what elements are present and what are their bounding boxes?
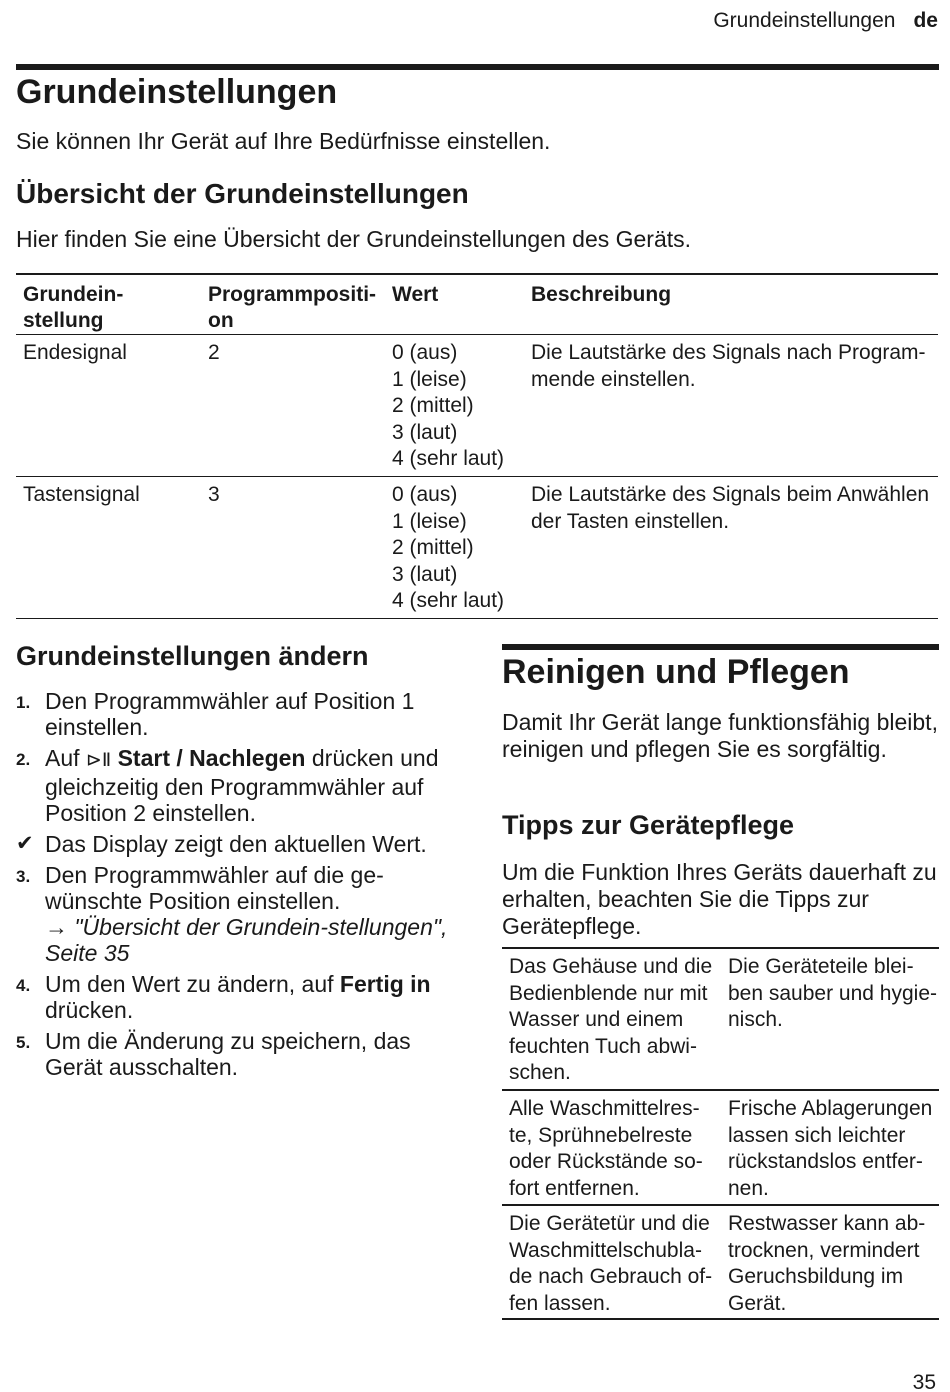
setting-values: 0 (aus) 1 (leise) 2 (mittel) 3 (laut) 4 (sehr laut) (392, 341, 505, 470)
table-header-row (16, 275, 938, 334)
care-title: Reinigen und Pflegen (502, 653, 850, 691)
tips-title: Tipps zur Gerätepflege (502, 810, 795, 840)
setting-description: Die Lautstärke des Signals beim Anwählen der Tasten einstellen. (531, 483, 930, 533)
list-item (16, 971, 456, 1023)
step-number: 3. (16, 867, 31, 886)
section-intro: Sie können Ihr Gerät auf Ihre Bedürfnisse einstellen. (16, 128, 551, 154)
table-row (16, 335, 938, 476)
tip-effect: Restwasser kann ab- trocknen, vermindert Geruchsbildung im Gerät. (728, 1212, 926, 1315)
list-item (16, 862, 456, 966)
setting-description: Die Lautstärke des Signals nach Program- mende einstellen. (531, 341, 926, 391)
list-item-result (16, 831, 456, 857)
program-position: 2 (208, 341, 220, 364)
tip-effect: Die Geräteteile blei- ben sauber und hygie- nisch. (728, 955, 937, 1031)
start-label: Start (117, 745, 170, 771)
step-text: Den Programmwähler auf Position 1 einstellen. (45, 688, 415, 740)
list-item (16, 688, 456, 740)
column-header: Grundein- stellung (23, 283, 124, 332)
overview-intro: Hier finden Sie eine Übersicht der Grundeinstellungen des Geräts. (16, 226, 692, 252)
tip-action: Die Gerätetür und die Waschmittelschubla- de nach Gebrauch of- fen lassen. (509, 1212, 713, 1315)
care-intro: Damit Ihr Gerät lange funktionsfähig bleibt, reinigen und pflegen Sie es sorgfältig. (502, 709, 938, 762)
setting-values: 0 (aus) 1 (leise) 2 (mittel) 3 (laut) 4 (sehr laut) (392, 483, 505, 612)
tips-table (502, 947, 939, 1320)
step-text: Um den Wert zu ändern, auf (45, 971, 340, 997)
table-bottom-rule (16, 618, 938, 619)
step-number: 4. (16, 976, 31, 995)
tip-action: Alle Waschmittelres- te, Sprühnebelreste oder Rückstände so- fort entfernen. (509, 1097, 703, 1200)
step-number: 5. (16, 1033, 31, 1052)
step-number: 2. (16, 750, 31, 769)
running-header (713, 9, 938, 33)
table-row (502, 947, 939, 1091)
step-text: Das Display zeigt den aktuellen Wert. (45, 831, 427, 857)
section-title: Grundeinstellungen (16, 73, 338, 111)
tip-effect: Frische Ablagerungen lassen sich leichter rückstandslos entfer- nen. (728, 1097, 933, 1200)
table-row (16, 477, 938, 618)
settings-table (16, 273, 938, 619)
steps-list (16, 688, 456, 1085)
table-row (502, 1206, 939, 1320)
program-position: 3 (208, 483, 220, 506)
step-text: Um die Änderung zu speichern, das Gerät ausschalten. (45, 1028, 411, 1080)
setting-name: Endesignal (23, 341, 127, 364)
section-rule (16, 64, 939, 70)
overview-title: Übersicht der Grundeinstellungen (16, 178, 469, 209)
fertig-in-label: Fertig in (339, 971, 431, 997)
tips-intro: Um die Funktion Ihres Geräts dauerhaft zu erhalten, beachten Sie die Tipps zur Gerätepflege. (502, 859, 937, 939)
step-text: Den Programmwähler auf die gewünschte Position einstellen. (45, 862, 384, 914)
separator: / (170, 745, 190, 771)
column-header: Beschreibung (531, 283, 672, 306)
setting-name: Tastensignal (23, 483, 140, 506)
step-text: drücken und gleichzeitig den Programmwähler auf Position 2 einstellen. (45, 745, 439, 826)
column-header: Wert (392, 283, 439, 306)
page-number: 35 (912, 1371, 936, 1392)
running-header-title: Grundeinstellungen (713, 9, 896, 32)
table-row (502, 1091, 939, 1206)
start-pause-icon: ⊳Ⅱ (85, 750, 112, 771)
check-icon: ✔ (16, 832, 34, 855)
column-header: Programmpositi- on (208, 283, 377, 332)
cross-reference: → "Übersicht der Grundein-stellungen", Seite 35 (45, 914, 448, 966)
step-text: Auf (45, 745, 86, 771)
section-rule (502, 644, 939, 650)
list-item (16, 1028, 456, 1080)
list-item (16, 745, 456, 826)
tip-action: Das Gehäuse und die Bedienblende nur mit Wasser und einem feuchten Tuch abwi- schen. (509, 955, 713, 1084)
change-title: Grundeinstellungen ändern (16, 641, 369, 671)
nachlegen-label: Nachlegen (189, 745, 306, 771)
step-text: drücken. (45, 997, 134, 1023)
step-number: 1. (16, 693, 31, 712)
language-code: de (913, 9, 938, 32)
